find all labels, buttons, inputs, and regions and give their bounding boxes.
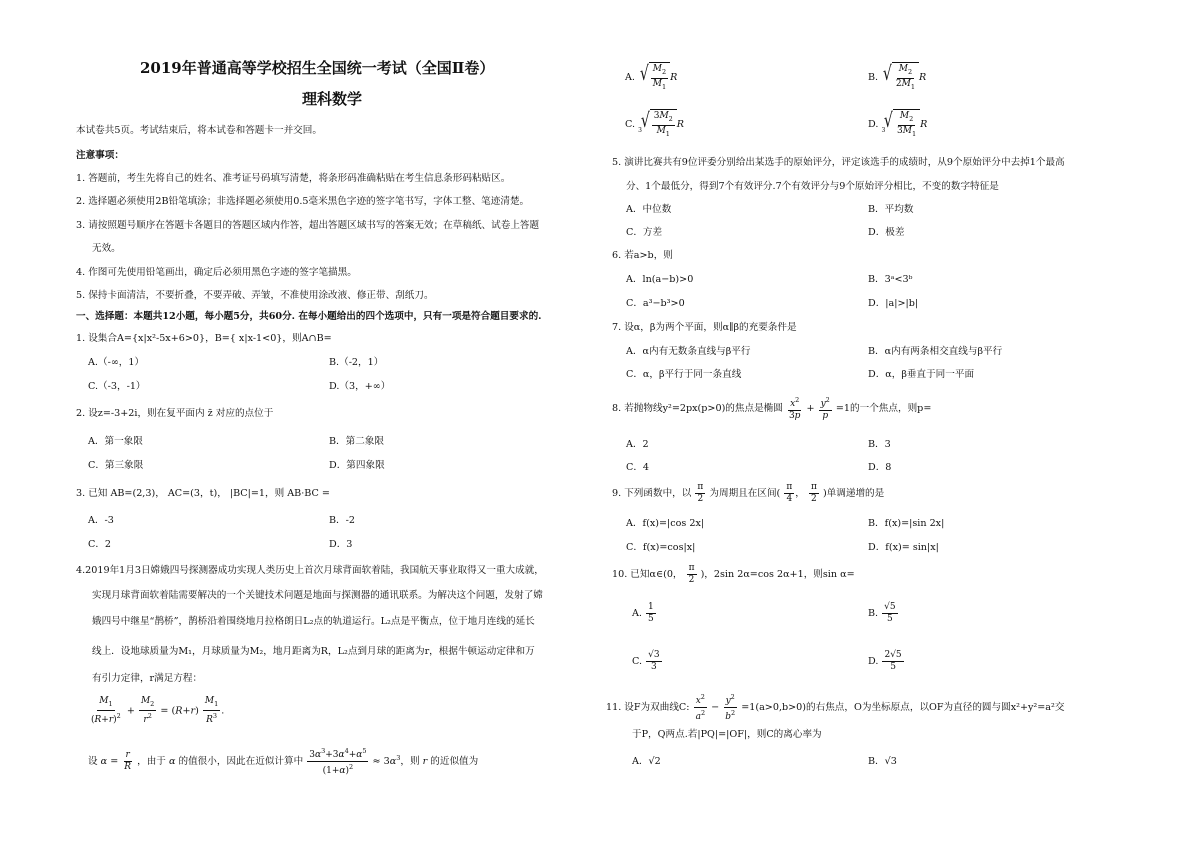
notice-3: 3. 请按照题号顺序在答题卡各题目的答题区域内作答，超出答题区域书写的答案无效；在草稿纸、试卷上答题 bbox=[76, 220, 540, 231]
q5-option-d: D．极差 bbox=[868, 227, 905, 238]
q2-option-c: C．第三象限 bbox=[88, 460, 144, 471]
q11-stem: 11. 设F为双曲线C: $\frac{x^2}{a^2}$ − $\frac{y^2}{b^2}$ =1(a>0,b>0)的右焦点，O为坐标原点，以OF为直径的圆与圆x²+y²=a²交 bbox=[606, 693, 1065, 722]
q1-option-a: A.（-∞，1） bbox=[88, 357, 145, 368]
q6-stem: 6. 若a>b，则 bbox=[612, 250, 673, 261]
q7-option-b: B．α内有两条相交直线与β平行 bbox=[868, 346, 1003, 357]
q6-option-d: D．|a|>|b| bbox=[868, 298, 919, 309]
q4-line-3: 娥四号中继星“鹊桥”，鹊桥沿着围绕地月拉格朗日L₂点的轨道运行。L₂点是平衡点，位于地月连线的延长 bbox=[92, 616, 535, 627]
notice-heading: 注意事项： bbox=[76, 150, 124, 161]
notice-5: 5. 保持卡面清洁，不要折叠，不要弄破、弄皱，不准使用涂改液、修正带、刮纸刀。 bbox=[76, 290, 434, 301]
q5-option-b: B．平均数 bbox=[868, 204, 914, 215]
q5-option-c: C．方差 bbox=[626, 227, 663, 238]
q10-option-c: C. $\frac{√3}{3}$ bbox=[632, 650, 660, 672]
q7-option-c: C．α，β平行于同一条直线 bbox=[626, 369, 742, 380]
exam-title: 2019年普通高等学校招生全国统一考试（全国Ⅱ卷） bbox=[140, 59, 495, 77]
q10-option-d: D. $\frac{2√5}{5}$ bbox=[868, 650, 902, 672]
q1-option-b: B.（-2，1） bbox=[329, 357, 384, 368]
q4-line-4: 线上．设地球质量为M₁，月球质量为M₂，地月距离为R，L₂点到月球的距离为r，根据牛顿运动定律和万 bbox=[92, 646, 535, 657]
q9-option-b: B．f(x)=|sin 2x| bbox=[868, 518, 945, 529]
q9-option-d: D．f(x)= sin|x| bbox=[868, 542, 939, 553]
q4-option-d: D. 3 √ $\frac{M_2}{3M_1}$ R bbox=[868, 108, 928, 138]
q4-option-c: C. 3 √ $\frac{3M_2}{M_1}$ R bbox=[625, 108, 685, 138]
q4-option-b: B. √ $\frac{M_2}{2M_1}$ R bbox=[868, 61, 927, 91]
q9-option-a: A．f(x)=|cos 2x| bbox=[626, 518, 705, 529]
q8-option-a: A．2 bbox=[626, 439, 649, 450]
q3-option-a: A．-3 bbox=[88, 515, 114, 526]
exam-subtitle: 理科数学 bbox=[302, 90, 363, 108]
q4-approx-line: 设 α = $\frac{r}{R}$ ，由于 α 的值很小，因此在近似计算中 $\frac{3\alpha^3+3\alpha^4+\alpha^5}{(1+\alpha)^2}$ ≈ $3\alpha^3$，则 r 的近似值为 bbox=[88, 747, 479, 776]
q1-option-d: D.（3，+∞） bbox=[329, 381, 391, 392]
q6-option-b: B．3ᵃ<3ᵇ bbox=[868, 274, 913, 285]
q2-option-a: A．第一象限 bbox=[88, 436, 143, 447]
q9-stem: 9. 下列函数中，以 $\frac{\pi}{2}$ 为周期且在区间( $\frac{\pi}{4}$ ， $\frac{\pi}{2}$ )单调递增的是 bbox=[612, 482, 885, 504]
q11-line-2: 于P，Q两点.若|PQ|=|OF|，则C的离心率为 bbox=[632, 729, 822, 740]
q3-option-b: B．-2 bbox=[329, 515, 355, 526]
notice-4: 4. 作图可先使用铅笔画出，确定后必须用黑色字迹的签字笔描黑。 bbox=[76, 267, 357, 278]
q4-line-1: 4.2019年1月3日嫦娥四号探测器成功实现人类历史上首次月球背面软着陆，我国航天事业取得又一重大成就， bbox=[76, 565, 544, 576]
q10-stem: 10. 已知α∈(0， $\frac{\pi}{2}$ )，2sin 2α=cos 2α+1，则sin α= bbox=[612, 563, 855, 585]
q4-line-2: 实现月球背面软着陆需要解决的一个关键技术问题是地面与探测器的通讯联系。为解决这个问题，发射了嫦 bbox=[92, 590, 543, 601]
q3-stem: 3. 已知 AB=(2,3)， AC=(3，t)， |BC|=1，则 AB·BC = bbox=[76, 488, 330, 499]
q8-option-d: D．8 bbox=[868, 462, 892, 473]
q4-line-5: 有引力定律，r满足方程： bbox=[92, 673, 203, 684]
q4-equation: $\frac{M_1}{(R+r)^2}$ + $\frac{M_2}{r^2}$ = (R+r) $\frac{M_1}{R^3}$ . bbox=[91, 696, 225, 725]
q3-option-d: D．3 bbox=[329, 539, 353, 550]
q7-stem: 7. 设α，β为两个平面，则α∥β的充要条件是 bbox=[612, 322, 797, 333]
q5-line-1: 5. 演讲比赛共有9位评委分别给出某选手的原始评分，评定该选手的成绩时，从9个原始评分中去掉1个最高 bbox=[612, 157, 1065, 168]
q11-option-b: B．√3 bbox=[868, 756, 897, 767]
q1-stem: 1. 设集合A={x|x²-5x+6>0}，B={ x|x-1<0}，则A∩B= bbox=[76, 333, 332, 344]
q3-option-c: C．2 bbox=[88, 539, 112, 550]
q11-option-a: A．√2 bbox=[632, 756, 661, 767]
notice-3-cont: 无效。 bbox=[92, 243, 121, 254]
section-heading: 一、选择题：本题共12小题，每小题5分，共60分. 在每小题给出的四个选项中，只有一项是符合题目要求的. bbox=[76, 311, 542, 322]
q2-option-b: B．第二象限 bbox=[329, 436, 385, 447]
q4-option-a: A. √ $\frac{M_2}{M_1}$ R bbox=[625, 61, 678, 91]
q8-option-c: C．4 bbox=[626, 462, 650, 473]
q1-option-c: C.（-3，-1） bbox=[88, 381, 146, 392]
q6-option-c: C．a³−b³>0 bbox=[626, 298, 685, 309]
q10-option-b: B. $\frac{√5}{5}$ bbox=[868, 602, 896, 624]
q9-option-c: C．f(x)=cos|x| bbox=[626, 542, 696, 553]
q2-stem: 2. 设z=-3+2i，则在复平面内 z̄ 对应的点位于 bbox=[76, 408, 274, 419]
notice-1: 1. 答题前，考生先将自己的姓名、准考证号码填写清楚，将条形码准确粘贴在考生信息条形码粘贴区。 bbox=[76, 173, 511, 184]
q7-option-d: D．α，β垂直于同一平面 bbox=[868, 369, 975, 380]
q8-stem: 8. 若抛物线y²=2px(p>0)的焦点是椭圆 $\frac{x^2}{3p}$ + $\frac{y^2}{p}$ =1的一个焦点，则p= bbox=[612, 396, 932, 421]
q5-line-2: 分、1个最低分，得到7个有效评分.7个有效评分与9个原始评分相比，不变的数字特征是 bbox=[626, 181, 999, 192]
q8-option-b: B．3 bbox=[868, 439, 891, 450]
q2-option-d: D．第四象限 bbox=[329, 460, 385, 471]
notice-2: 2. 选择题必须使用2B铅笔填涂；非选择题必须使用0.5毫米黑色字迹的签字笔书写，字体工整、笔迹清楚。 bbox=[76, 196, 530, 207]
q7-option-a: A．α内有无数条直线与β平行 bbox=[626, 346, 751, 357]
q5-option-a: A．中位数 bbox=[626, 204, 672, 215]
intro-text: 本试卷共5页。考试结束后，将本试卷和答题卡一并交回。 bbox=[76, 125, 322, 136]
q10-option-a: A. $\frac{1}{5}$ bbox=[632, 602, 654, 624]
q6-option-a: A．ln(a−b)>0 bbox=[626, 274, 694, 285]
